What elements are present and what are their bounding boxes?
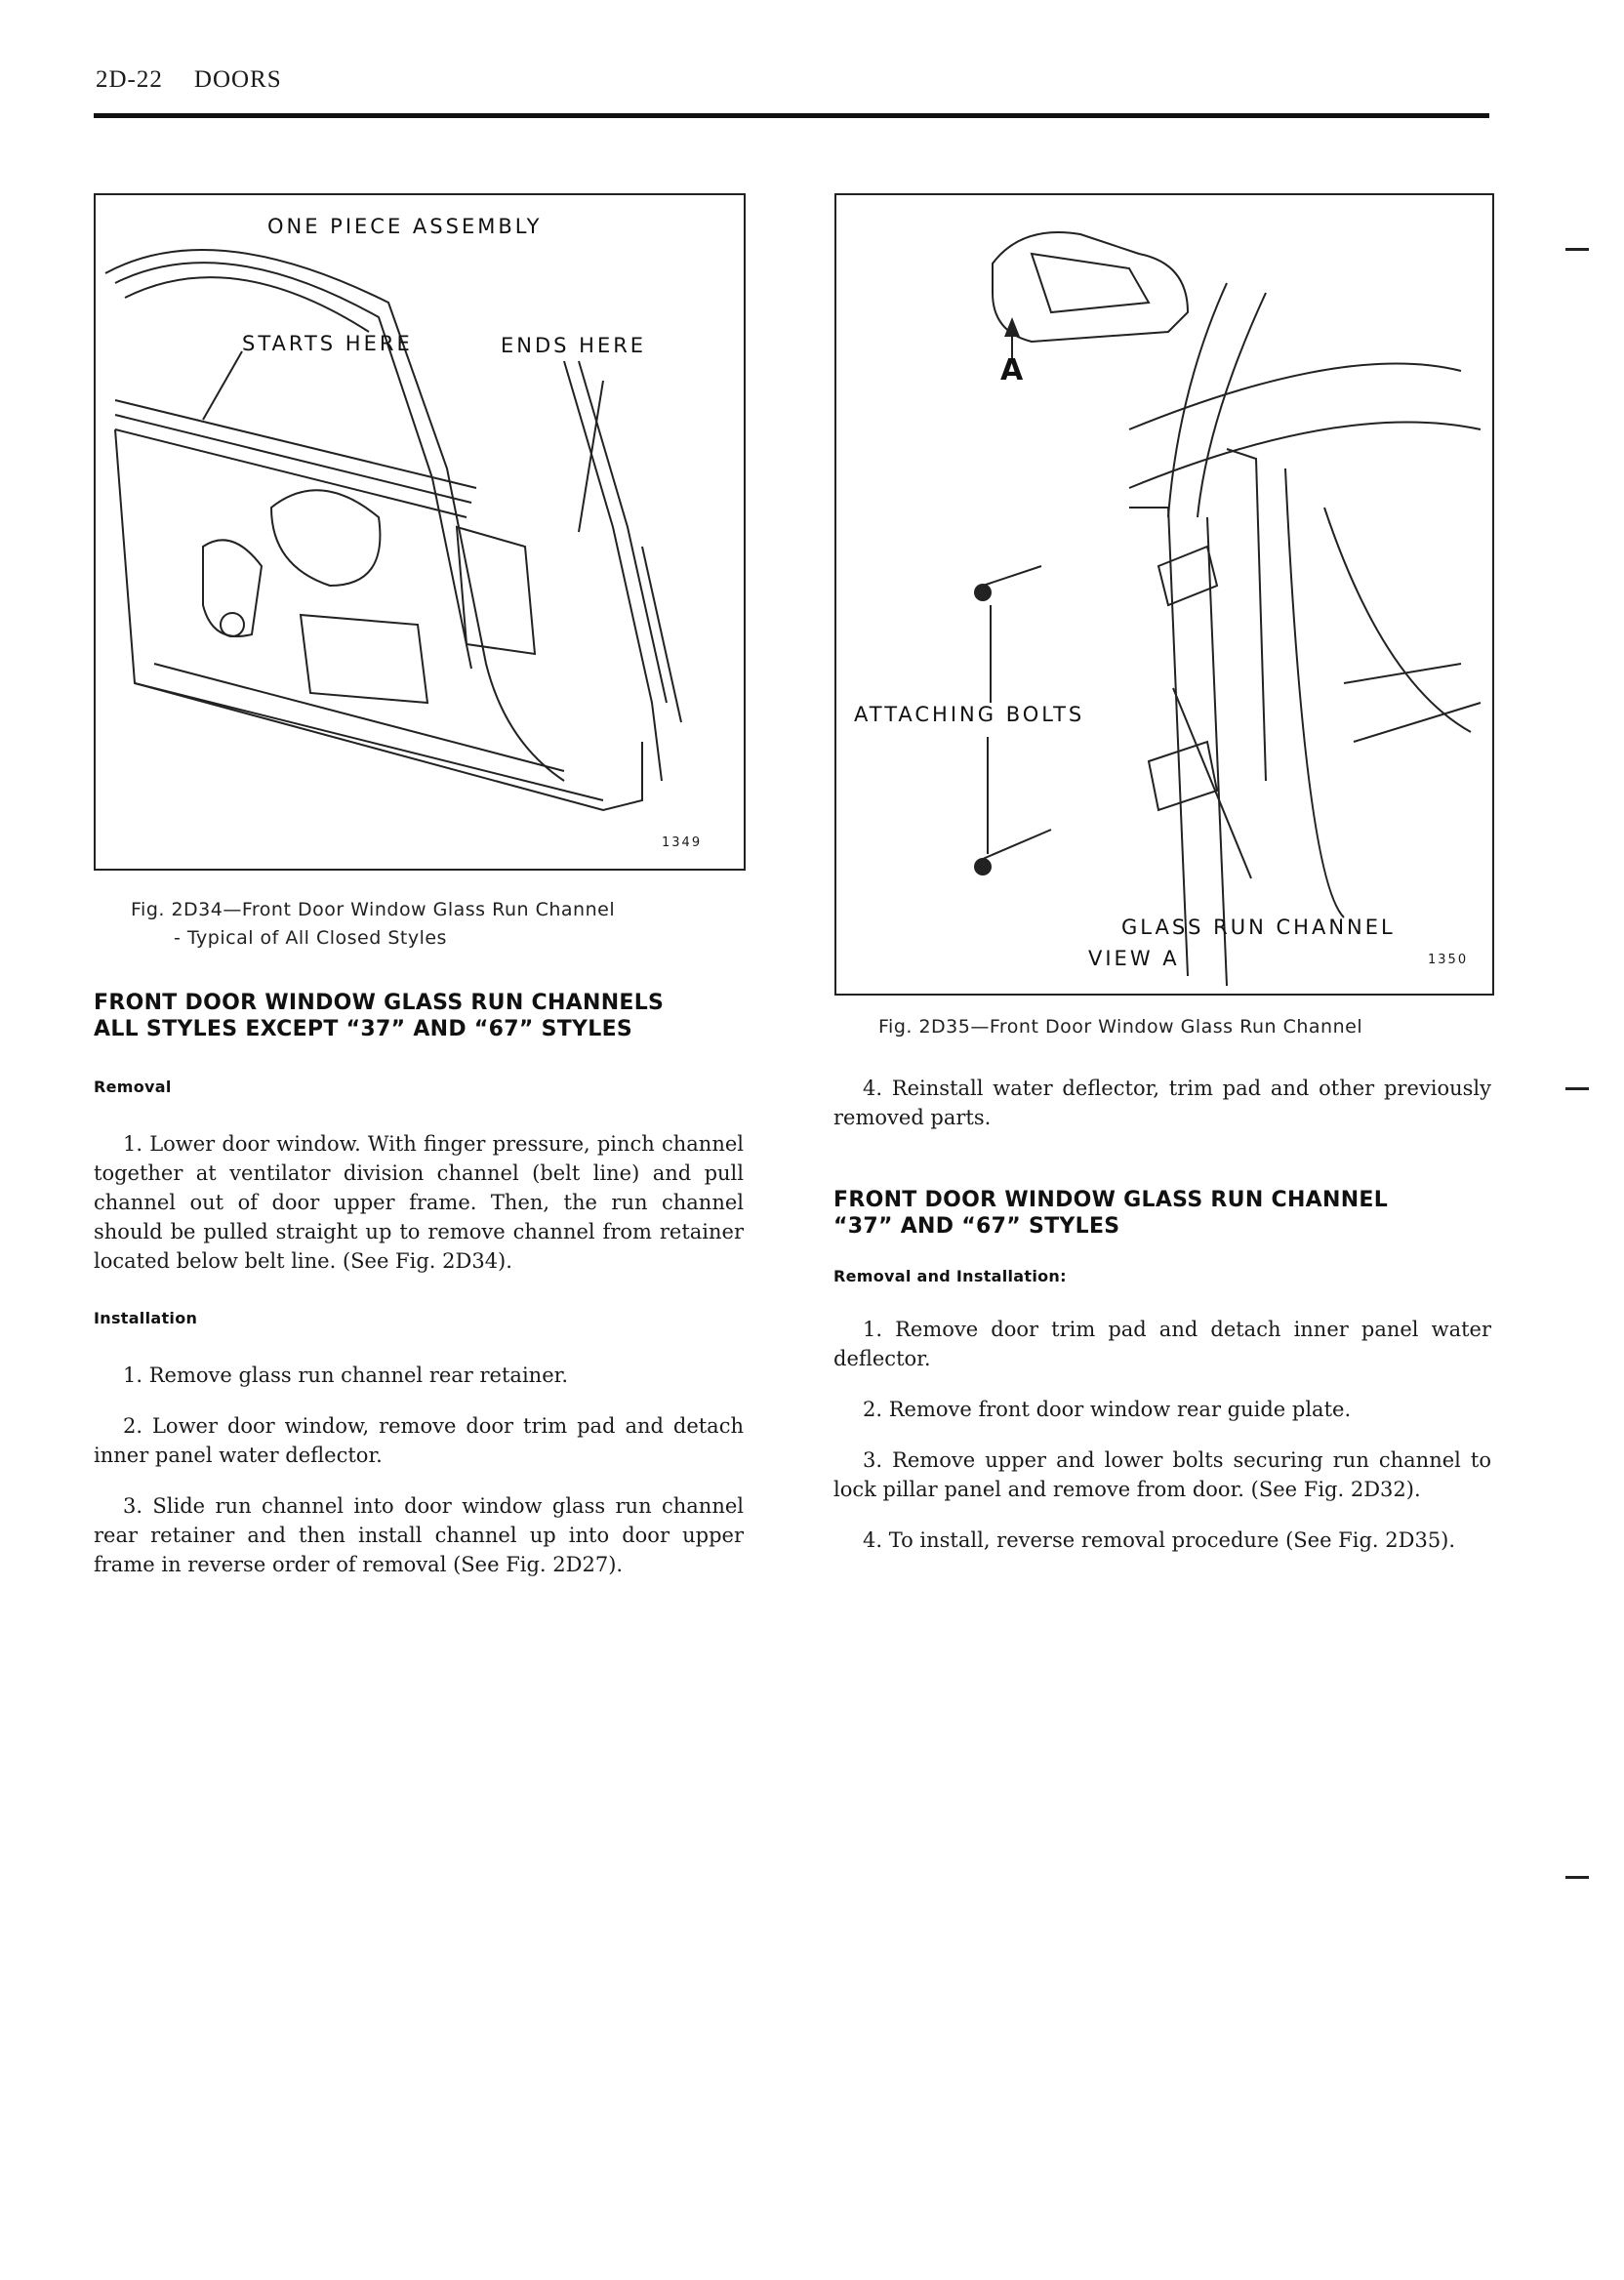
label-attaching-bolts: ATTACHING BOLTS: [854, 703, 1085, 726]
upper-bolt-icon: [974, 584, 992, 601]
heading-line: “37” AND “67” STYLES: [833, 1214, 1120, 1239]
label-view-marker: A: [1000, 353, 1024, 387]
caption-line: Fig. 2D34—Front Door Window Glass Run Channel: [131, 899, 616, 920]
header-rule: [94, 113, 1489, 118]
installation-step: 1. Remove glass run channel rear retainer.: [123, 1364, 569, 1387]
page-header: [96, 66, 282, 94]
caption-line: Fig. 2D35—Front Door Window Glass Run Channel: [878, 1016, 1363, 1038]
figure-2d35: [834, 193, 1494, 996]
removal-subheading: Removal: [94, 1078, 172, 1096]
margin-mark: [1565, 1876, 1589, 1879]
page-number: 2D-22: [96, 66, 163, 93]
installation-step: 2. Lower door window, remove door trim pad and detach inner panel water deflector.: [94, 1414, 744, 1467]
caption-line: - Typical of All Closed Styles: [174, 927, 447, 949]
label-one-piece-assembly: ONE PIECE ASSEMBLY: [267, 215, 543, 238]
margin-mark: [1565, 1087, 1589, 1090]
lock-pillar-illustration: [836, 195, 1492, 994]
section-heading: [94, 990, 744, 1042]
removal-installation-subheading: Removal and Installation:: [833, 1267, 1067, 1285]
figure-caption-2d35: [878, 1013, 1483, 1041]
right-column: [833, 1074, 1491, 1555]
view-arrow-icon: [1004, 317, 1020, 337]
procedure-step: 2. Remove front door window rear guide plate.: [863, 1398, 1352, 1421]
procedure-step: 4. To install, reverse removal procedure (See Fig. 2D35).: [863, 1528, 1456, 1552]
heading-line: ALL STYLES EXCEPT “37” AND “67” STYLES: [94, 1017, 633, 1041]
figure-number: 1349: [662, 835, 703, 850]
installation-step: 3. Slide run channel into door window glass run channel rear retainer and then install channel up into door upper frame in reverse order of removal (See Fig. 2D27).: [94, 1494, 744, 1576]
heading-line: FRONT DOOR WINDOW GLASS RUN CHANNEL: [833, 1188, 1389, 1212]
label-glass-run-channel: GLASS RUN CHANNEL: [1121, 916, 1396, 939]
lower-bolt-icon: [974, 858, 992, 875]
continued-step: 4. Reinstall water deflector, trim pad and other previously removed parts.: [833, 1077, 1491, 1129]
left-column: [94, 990, 744, 1579]
door-illustration: [96, 195, 744, 869]
label-ends-here: ENDS HERE: [501, 334, 647, 357]
label-starts-here: STARTS HERE: [242, 332, 413, 355]
heading-line: FRONT DOOR WINDOW GLASS RUN CHANNELS: [94, 991, 665, 1015]
label-view-a: VIEW A: [1088, 947, 1180, 970]
figure-2d34: [94, 193, 746, 871]
section-title: DOORS: [193, 66, 282, 93]
figure-number: 1350: [1428, 953, 1469, 967]
procedure-step: 1. Remove door trim pad and detach inner panel water deflector.: [833, 1318, 1491, 1370]
figure-caption-2d34: [131, 896, 736, 953]
procedure-step: 3. Remove upper and lower bolts securing run channel to lock pillar panel and remove from door. (See Fig. 2D32).: [833, 1448, 1491, 1501]
section-heading: [833, 1187, 1491, 1240]
installation-subheading: Installation: [94, 1309, 198, 1327]
margin-mark: [1565, 248, 1589, 251]
removal-step: 1. Lower door window. With finger pressure, pinch channel together at ventilator division channel (belt line) and pull channel out of door upper frame. Then, the run channel should be pulled straight up to remove channel from retainer located below belt line. (See Fig. 2D34).: [94, 1132, 744, 1273]
